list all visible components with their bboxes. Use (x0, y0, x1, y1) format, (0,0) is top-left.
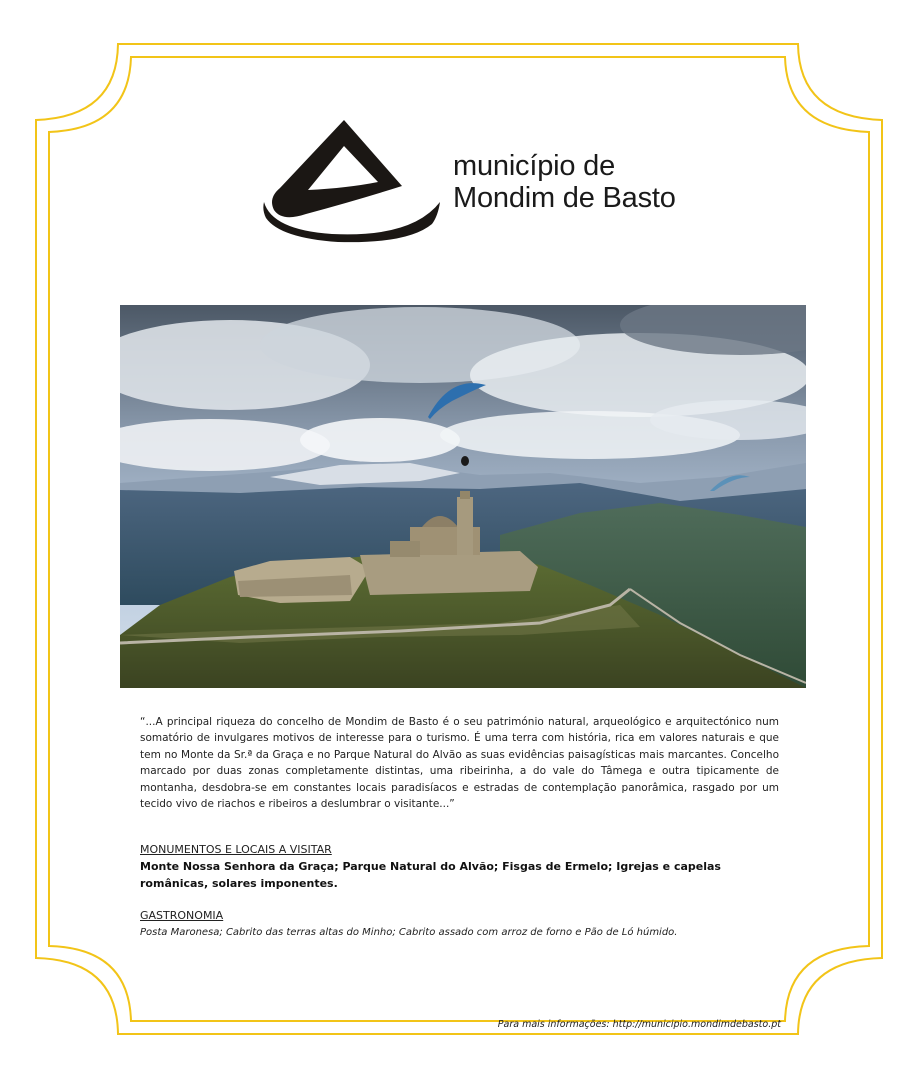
municipality-name (453, 150, 676, 214)
logo-line-2: Mondim de Basto (453, 182, 676, 214)
logo-line-1: município de (453, 150, 616, 182)
gastronomy-heading: GASTRONOMIA (140, 909, 224, 922)
gastronomy-list: Posta Maronesa; Cabrito das terras altas do Minho; Cabrito assado com arroz de forno e Pão de Ló húmido. (140, 927, 678, 938)
municipality-logo-icon (262, 118, 442, 244)
landscape-photo (120, 305, 806, 688)
monuments-list: Monte Nossa Senhora da Graça; Parque Natural do Alvão; Fisgas de Ermelo; Igrejas e capelas românicas, solares imponentes. (140, 860, 721, 890)
more-info-footer: Para mais informações: http://municipio.mondimdebasto.pt (497, 1019, 781, 1030)
intro-quote: “...A principal riqueza do concelho de Mondim de Basto é o seu património natural, arqueológico e arquitectónico num somatório de invulgares motivos de interesse para o turismo. É uma terra com história, rica em valores naturais e que tem no Monte da Sr.ª da Graça e no Parque Natural do Alvão as suas evidências paisagísticas mais marcantes. Concelho marcado por duas zonas completamente distintas, uma ribeirinha, a do vale do Tâmega e outra tipicamente de montanha, desdobra-se em constantes locais paradisíacos e estradas de contemplação panorâmica, rasgado por um tecido vivo de riachos e ribeiros a deslumbrar o visitante...” (140, 716, 779, 811)
monuments-heading: MONUMENTOS E LOCAIS A VISITAR (140, 843, 332, 856)
